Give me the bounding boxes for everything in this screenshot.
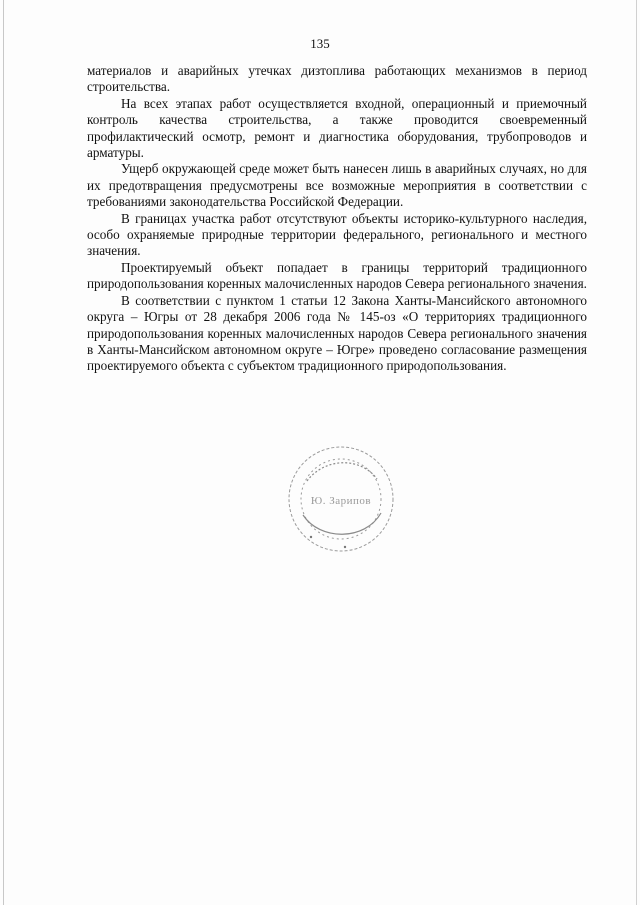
paragraph-continuation: материалов и аварийных утечках дизтоплива работающих механизмов в период строительства. — [87, 63, 587, 95]
scan-edge-left — [3, 0, 4, 905]
document-body — [87, 63, 587, 375]
paragraph-environmental-damage: Ущерб окружающей среде может быть нанесен лишь в аварийных случаях, но для их предотвращения предусмотрены все возможные мероприятия в соответствии с требованиями законодательства Российской Федерации. — [87, 161, 587, 210]
page-number: 135 — [310, 36, 330, 51]
scan-edge-right — [636, 0, 637, 905]
round-stamp — [285, 443, 397, 555]
svg-text:Ю. Зарипов: Ю. Зарипов — [310, 495, 372, 507]
stamp-seal-icon — [285, 443, 397, 555]
paragraph-traditional-territories: Проектируемый объект попадает в границы территорий традиционного природопользования коренных малочисленных народов Севера регионального значения. — [87, 259, 587, 292]
paragraph-quality-control: На всех этапах работ осуществляется входной, операционный и приемочный контроль качества строительства, а также проводится своевременный профилактический осмотр, ремонт и диагностика оборудования, трубопроводов и арматуры. — [87, 95, 587, 161]
paragraph-heritage-sites: В границах участка работ отсутствуют объекты историко-культурного наследия, особо охраняемые природные территории федерального, регионального и местного значения. — [87, 210, 587, 259]
paragraph-law-reference: В соответствии с пунктом 1 статьи 12 Закона Ханты-Мансийского автономного округа – Югры от 28 декабря 2006 года № 145-оз «О территориях традиционного природопользования коренных малочисленных народов Севера регионального значения в Ханты-Мансийском автономном округе – Югре» проведено согласование размещения проектируемого объекта с субъектом традиционного природопользования. — [87, 292, 587, 374]
